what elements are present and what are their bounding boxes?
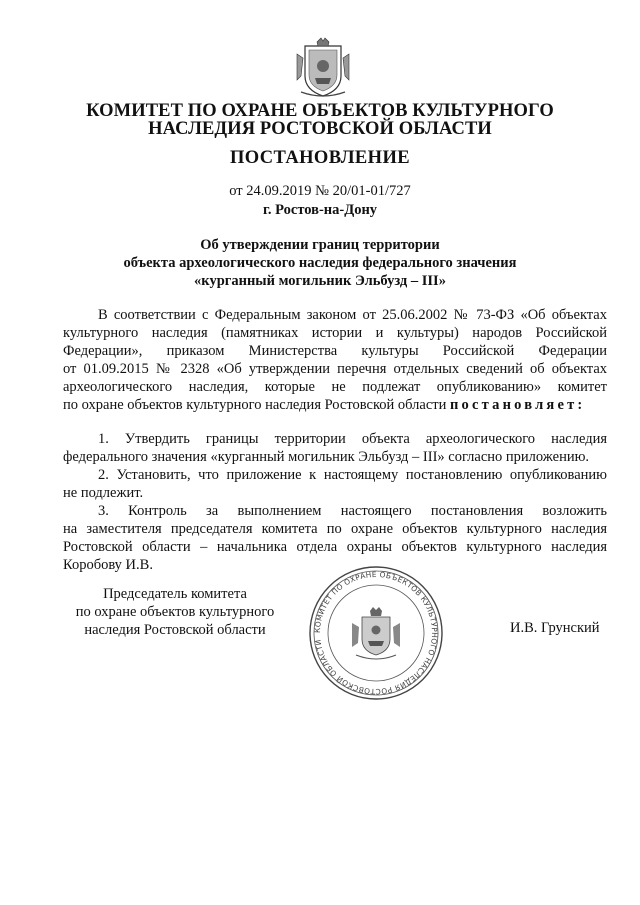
- resolution-word: постановляет:: [450, 397, 586, 413]
- item-3-line: 3. Контроль за выполнением настоящего постановления возложить: [98, 503, 607, 519]
- signatory-name: И.В. Грунский: [510, 620, 600, 636]
- preamble-line: от 01.09.2015 № 2328 «Об утверждении перечня отдельных сведений об объектах: [63, 361, 607, 377]
- date-number: от 24.09.2019 № 20/01-01/727: [229, 183, 411, 199]
- preamble-line: культурного наследия (памятниках истории и культуры) народов Российской: [63, 325, 607, 341]
- seal-text: КОМИТЕТ ПО ОХРАНЕ ОБЪЕКТОВ КУЛЬТУРНОГО НАСЛЕДИЯ РОСТОВСКОЙ ОБЛАСТИ: [312, 569, 440, 697]
- item-2-line: не подлежит.: [63, 485, 144, 501]
- signatory-position-line1: Председатель комитета: [103, 586, 247, 602]
- subject-line3: «курганный могильник Эльбузд – III»: [194, 273, 446, 289]
- city: г. Ростов-на-Дону: [262, 202, 378, 218]
- official-seal-icon: [308, 565, 444, 701]
- preamble-line: В соответствии с Федеральным законом от 25.06.2002 № 73-ФЗ «Об объектах: [98, 307, 607, 323]
- coat-of-arms-icon: [295, 36, 351, 100]
- preamble-line: Федерации», приказом Министерства культуры Российской Федерации: [63, 343, 607, 359]
- preamble-line: археологического наследия, которые не подлежат опубликованию» комитет: [63, 379, 607, 395]
- org-name-line1: КОМИТЕТ ПО ОХРАНЕ ОБЪЕКТОВ КУЛЬТУРНОГО: [86, 101, 554, 121]
- preamble-line-text: по охране объектов культурного наследия Ростовской области: [63, 397, 447, 413]
- preamble-line: [63, 396, 607, 414]
- item-3-line: на заместителя председателя комитета по охране объектов культурного наследия: [63, 521, 607, 537]
- item-3-line: Коробову И.В.: [63, 557, 153, 573]
- item-3-line: Ростовской области – начальника отдела охраны объектов культурного наследия: [63, 539, 607, 555]
- org-name-line2: НАСЛЕДИЯ РОСТОВСКОЙ ОБЛАСТИ: [148, 119, 492, 139]
- item-1-line: 1. Утвердить границы территории объекта археологического наследия: [98, 431, 607, 447]
- signatory-position-line2: по охране объектов культурного: [75, 604, 275, 620]
- subject-line1: Об утверждении границ территории: [200, 237, 440, 253]
- item-2-line: 2. Установить, что приложение к настоящему постановлению опубликованию: [98, 467, 607, 483]
- signatory-position-line3: наследия Ростовской области: [84, 622, 266, 638]
- subject-line2: объекта археологического наследия федерального значения: [123, 255, 517, 271]
- document-type: ПОСТАНОВЛЕНИЕ: [229, 148, 410, 168]
- item-1-line: федерального значения «курганный могильник Эльбузд – III» согласно приложению.: [63, 449, 590, 465]
